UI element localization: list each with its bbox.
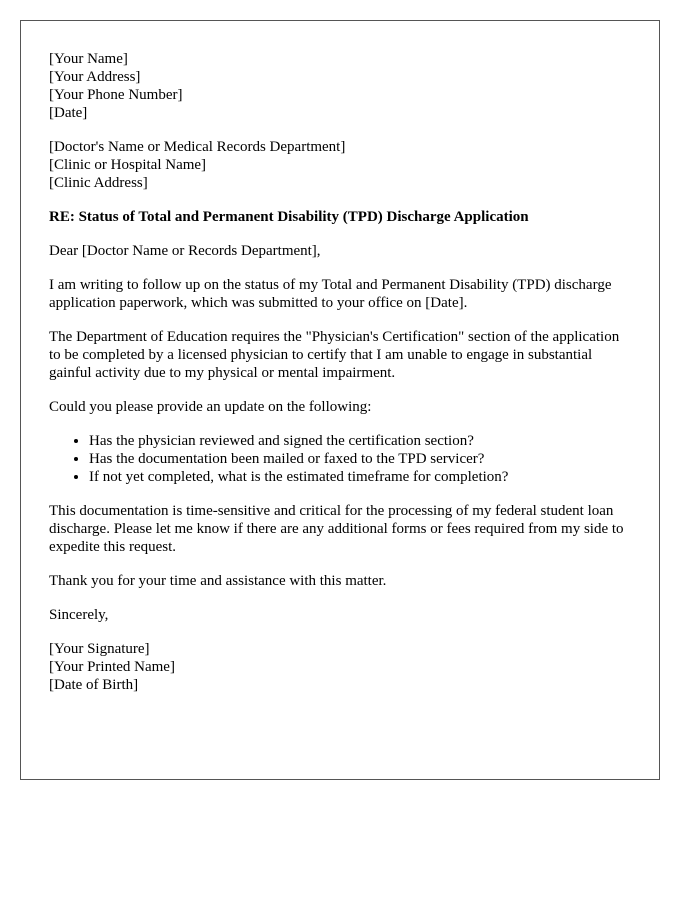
signoff: Sincerely, [49,607,109,623]
body-paragraph-2: The Department of Education requires the "Physician's Certification" section of the application to be completed by a licensed physician to certify that I am unable to engage in substantial gainful activity due to my physical or mental impairment. [49,329,620,381]
sender-date: [Date] [49,105,88,121]
signature-line: [Your Signature] [49,641,150,657]
printed-name: [Your Printed Name] [49,659,175,675]
list-item: • Has the physician reviewed and signed the certification section? [89,432,631,450]
sender-name: [Your Name] [49,51,128,67]
sender-address: [Your Address] [49,69,141,85]
body-paragraph-3: Could you please provide an update on the following: [49,399,372,415]
recipient-address: [Clinic Address] [49,175,148,191]
closing-paragraph-1: This documentation is time-sensitive and critical for the processing of my federal student loan discharge. Please let me know if there are any additional forms or fees required from my side to expedite this request. [49,503,624,555]
recipient-name: [Doctor's Name or Medical Records Department] [49,139,346,155]
date-of-birth: [Date of Birth] [49,677,139,693]
letter-page [20,20,660,780]
body-paragraph-1: I am writing to follow up on the status of my Total and Permanent Disability (TPD) discharge application paperwork, which was submitted to your office on [Date]. [49,277,612,311]
closing-paragraph-2: Thank you for your time and assistance with this matter. [49,573,387,589]
recipient-block [49,138,631,192]
list-item: • Has the documentation been mailed or faxed to the TPD servicer? [89,450,631,468]
sender-phone: [Your Phone Number] [49,87,183,103]
recipient-clinic: [Clinic or Hospital Name] [49,157,207,173]
sender-block [49,50,631,122]
salutation: Dear [Doctor Name or Records Department], [49,243,321,259]
list-item: • If not yet completed, what is the estimated timeframe for completion? [89,468,631,486]
question-list [49,432,631,486]
signature-block [49,640,631,694]
subject-line: RE: Status of Total and Permanent Disability (TPD) Discharge Application [49,209,529,225]
